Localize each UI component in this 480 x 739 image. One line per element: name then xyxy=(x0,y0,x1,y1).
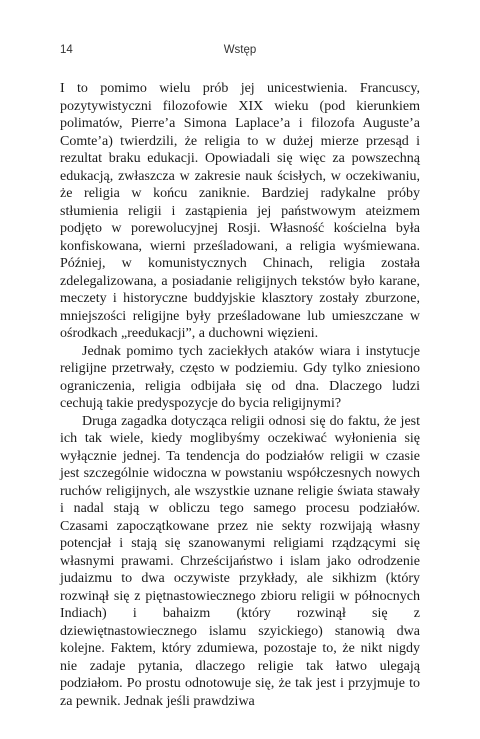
page-header xyxy=(60,44,420,60)
running-head: Wstęp xyxy=(223,44,257,56)
paragraph-3: Druga zagadka dotycząca religii odnosi się do faktu, że jest ich tak wiele, kiedy moglibyśmy oczekiwać wyłonienia się wyłącznie jednej. Ta tendencja do podziałów religii w czasie jest szczególnie widoczna w powstaniu współczesnych nowych ruchów religijnych, ale wszystkie uznane religie świata stawały i nadal stają w obliczu tego samego procesu podziałów. Czasami zapoczątkowane przez nie sekty rozwijają własny potencjał i stają się szanowanymi religiami rządzącymi się własnymi prawami. Chrześcijaństwo i islam jako odrodzenie judaizmu to dwa oczywiste przykłady, ale sikhizm (który rozwinął się z piętnastowiecznego zbioru religii w północnych Indiach) i bahaizm (który rozwinął się z dziewiętnastowiecznego islamu szyickiego) stanowią dwa kolejne. Faktem, który zdumiewa, pozostaje to, że nikt nigdy nie zadaje pytania, dlaczego religie tak łatwo ulegają podziałom. Po prostu odnotowuje się, że tak jest i przyjmuje to za pewnik. Jednak jeśli prawdziwa xyxy=(60,413,420,709)
paragraph-1: I to pomimo wielu prób jej unicestwienia. Francuscy, pozytywistyczni filozofowie XIX wieku (pod kierunkiem polimatów, Pierre’a Simona Laplace’a i filozofa Auguste’a Comte’a) twierdzili, że religia to w dużej mierze przesąd i rezultat braku edukacji. Opowiadali się więc za powszechną edukacją, zwłaszcza w zakresie nauk ścisłych, w oczekiwaniu, że religia w końcu zaniknie. Bardziej radykalne próby stłumienia religii i zastąpienia jej państwowym ateizmem podjęto w porewolucyjnej Rosji. Własność kościelna była konfiskowana, wierni prześladowani, a religia wyśmiewana. Później, w komunistycznych Chinach, religia została zdelegalizowana, a posiadanie religijnych tekstów było karane, meczety i historyczne buddyjskie klasztory zostały zburzone, mniejszości religijne były prześladowane lub umieszczane w ośrodkach „reedukacji”, a duchowni więzieni. xyxy=(60,81,420,341)
paragraph-2: Jednak pomimo tych zaciekłych ataków wiara i instytucje religijne przetrwały, często w podziemiu. Gdy tylko zniesiono ograniczenia, religia odbijała się od dna. Dlaczego ludzi cechują takie predyspozycje do bycia religijnymi? xyxy=(60,343,420,411)
page-number: 14 xyxy=(60,44,73,56)
body-text xyxy=(60,80,420,710)
